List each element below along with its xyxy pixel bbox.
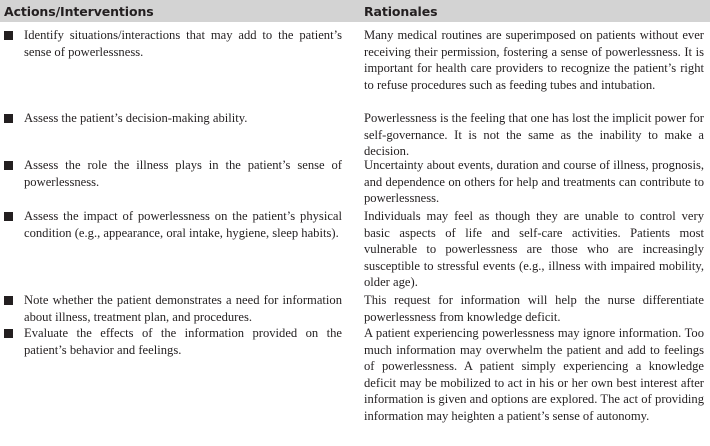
action-text: Note whether the patient demonstrates a need for information about illness, treatment plan, and procedures. (24, 293, 342, 324)
bullet-square-icon (4, 296, 13, 305)
bullet-square-icon (4, 161, 13, 170)
bullet-square-icon (4, 31, 13, 40)
rationale-text: Many medical routines are superimposed on patients without ever receiving their permission, fostering a sense of powerlessness. It is important for health care providers to recognize the patient’s right to refuse procedures such as feeding tubes and intubation. (364, 28, 704, 92)
header-actions: Actions/Interventions (4, 4, 154, 19)
rationale-text: A patient experiencing powerlessness may ignore information. Too much information may overwhelm the patient and add to feelings of powerlessness. A patient simply experiencing a knowledge deficit may be mobilized to act in his or her own best interest after information is given and options are explored. The act of providing information may heighten a patient’s sense of autonomy. (364, 326, 704, 423)
bullet-square-icon (4, 329, 13, 338)
action-text: Assess the patient’s decision-making ability. (24, 111, 248, 125)
action-text: Assess the role the illness plays in the patient’s sense of powerlessness. (24, 158, 342, 189)
action-text: Identify situations/interactions that may add to the patient’s sense of powerlessness. (24, 28, 342, 59)
rationale-text: This request for information will help the nurse differentiate powerlessness from knowledge deficit. (364, 293, 704, 324)
header-rationales: Rationales (364, 4, 438, 19)
action-text: Evaluate the effects of the information provided on the patient’s behavior and feelings. (24, 326, 342, 357)
table-header (0, 0, 710, 22)
rationale-text: Uncertainty about events, duration and course of illness, prognosis, and dependence on others for help and treatments can contribute to powerlessness. (364, 158, 704, 206)
bullet-square-icon (4, 114, 13, 123)
rationale-text: Powerlessness is the feeling that one has lost the implicit power for self-governance. It is not the same as the inability to make a decision. (364, 111, 704, 159)
bullet-square-icon (4, 212, 13, 221)
rationale-text: Individuals may feel as though they are unable to control very basic aspects of life and self-care activities. Patients most vulnerable to powerlessness are those who are increasingly susceptible to stressful events (e.g., illness with impaired mobility, older age). (364, 209, 704, 290)
action-text: Assess the impact of powerlessness on the patient’s physical condition (e.g., appearance, oral intake, hygiene, sleep habits). (24, 209, 342, 240)
